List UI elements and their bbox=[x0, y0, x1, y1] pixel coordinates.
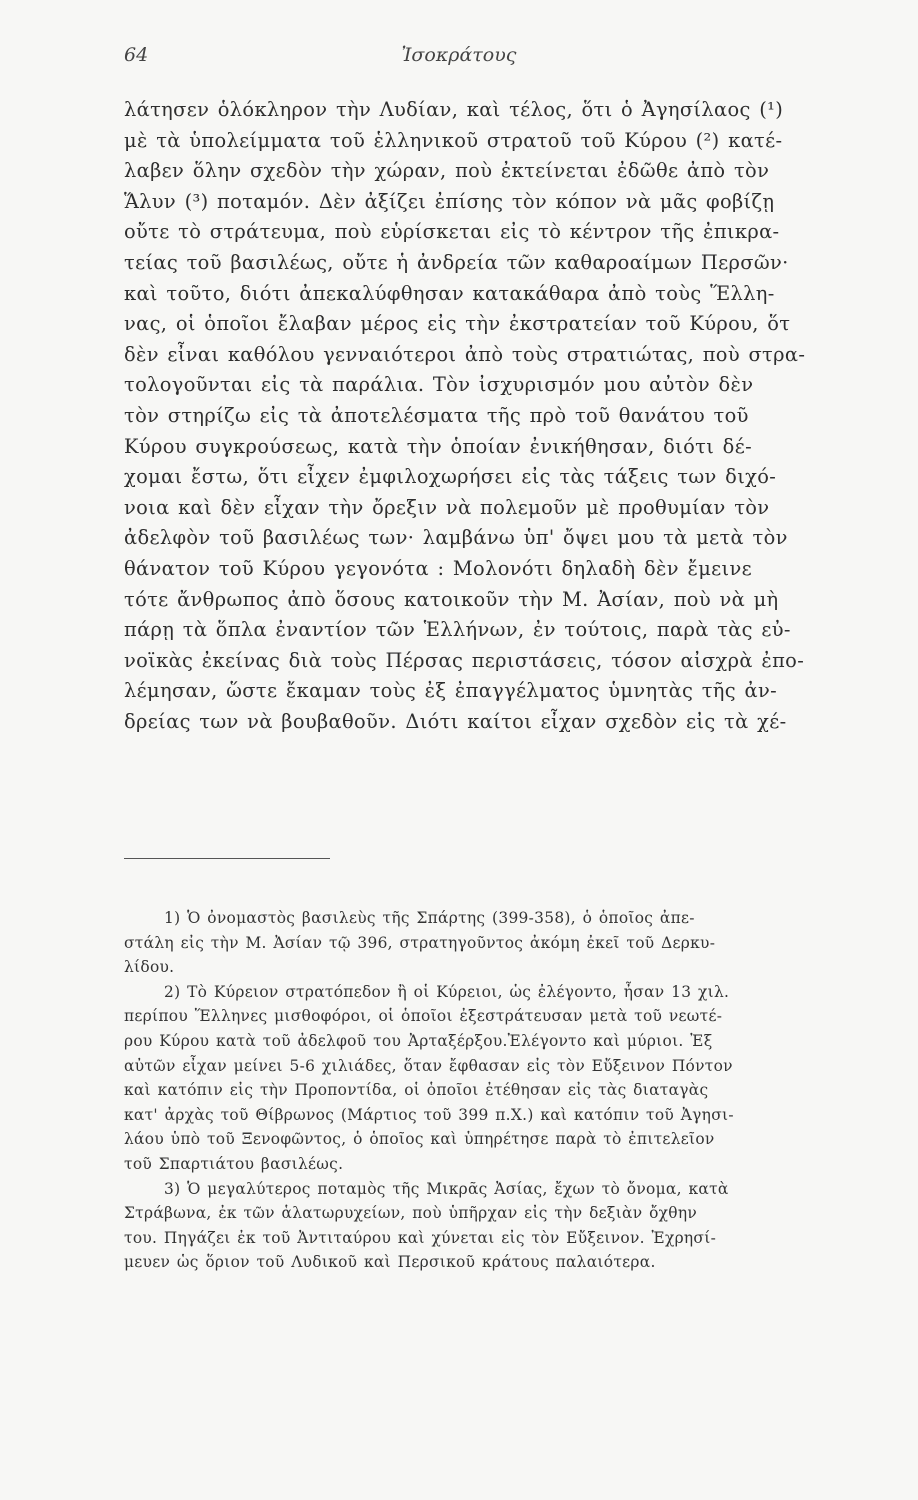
text-line: δρείας των νὰ βουβαθοῦν. Διότι καίτοι εἶχαν σχεδὸν εἰς τὰ χέ- bbox=[124, 709, 787, 733]
footnote-line: 3) Ὁ μεγαλύτερος ποταμὸς τῆς Μικρᾶς Ἀσίας, ἔχων τὸ ὄνομα, κατὰ bbox=[164, 1179, 729, 1198]
footnote-line: τοῦ Σπαρτιάτου βασιλέως. bbox=[124, 1154, 344, 1173]
text-line: τείας τοῦ βασιλέως, οὔτε ἡ ἀνδρεία τῶν καθαροαίμων Περσῶν· bbox=[124, 250, 789, 274]
footnote-line: λάου ὑπὸ τοῦ Ξενοφῶντος, ὁ ὁποῖος καὶ ὑπηρέτησε παρὰ τὸ ἐπιτελεῖον bbox=[124, 1130, 715, 1149]
footnote-line: Στράβωνα, ἐκ τῶν ἁλατωρυχείων, ποὺ ὑπῆρχαν εἰς τὴν δεξιὰν ὄχθην bbox=[124, 1204, 698, 1223]
text-line: νας, οἱ ὁποῖοι ἔλαβαν μέρος εἰς τὴν ἐκστρατείαν τοῦ Κύρου, ὅτ bbox=[124, 312, 791, 336]
text-line: λάτησεν ὁλόκληρον τὴν Λυδίαν, καὶ τέλος, ὅτι ὁ Ἀγησίλαος (¹) bbox=[124, 98, 784, 121]
main-text bbox=[124, 95, 806, 737]
page-number: 64 bbox=[124, 44, 149, 66]
text-line: χομαι ἔστω, ὅτι εἶχεν ἐμφιλοχωρήσει εἰς τὰς τάξεις των διχό- bbox=[124, 465, 777, 489]
text-line: Κύρου συγκρούσεως, κατὰ τὴν ὁποίαν ἐνικήθησαν, διότι δέ- bbox=[124, 434, 752, 458]
text-line: νοια καὶ δὲν εἶχαν τὴν ὄρεξιν νὰ πολεμοῦν μὲ προθυμίαν τὸν bbox=[124, 495, 770, 519]
footnote-line: αὐτῶν εἶχαν μείνει 5-6 χιλιάδες, ὅταν ἔφθασαν εἰς τὸν Εὔξεινον Πόντον bbox=[124, 1056, 733, 1075]
text-line: λαβεν ὅλην σχεδὸν τὴν χώραν, ποὺ ἐκτείνεται ἐδῶθε ἀπὸ τὸν bbox=[124, 159, 770, 183]
footnote-line: λίδου. bbox=[124, 958, 175, 977]
text-line: τότε ἄνθρωπος ἀπὸ ὅσους κατοικοῦν τὴν Μ. Ἀσίαν, ποὺ νὰ μὴ bbox=[124, 587, 779, 611]
footnote-line: καὶ κατόπιν εἰς τὴν Προποντίδα, οἱ ὁποῖοι ἐτέθησαν εἰς τὰς διαταγὰς bbox=[124, 1081, 709, 1100]
text-line: δὲν εἶναι καθόλου γενναιότεροι ἀπὸ τοὺς στρατιώτας, ποὺ στρα- bbox=[124, 342, 806, 366]
footnote-line: του. Πηγάζει ἐκ τοῦ Ἀντιταύρου καὶ χύνεται εἰς τὸν Εὔξεινον. Ἐχρησί- bbox=[124, 1228, 717, 1247]
footnote-line: περίπου Ἕλληνες μισθοφόροι, οἱ ὁποῖοι ἐξεστράτευσαν μετὰ τοῦ νεωτέ- bbox=[124, 1007, 723, 1026]
page-header bbox=[124, 44, 794, 74]
footnote-line: κατ' ἀρχὰς τοῦ Θίβρωνος (Μάρτιος τοῦ 399 π.Χ.) καὶ κατόπιν τοῦ Ἀγησι- bbox=[124, 1105, 734, 1124]
footnotes bbox=[124, 906, 794, 1275]
text-line: ἀδελφὸν τοῦ βασιλέως των· λαμβάνω ὑπ' ὄψει μου τὰ μετὰ τὸν bbox=[124, 526, 788, 550]
footnote-line: 1) Ὁ ὀνομαστὸς βασιλεὺς τῆς Σπάρτης (399-358), ὁ ὁποῖος ἀπε- bbox=[164, 909, 695, 927]
running-title: Ἰσοκράτους bbox=[401, 44, 517, 66]
text-line: νοϊκὰς ἐκείνας διὰ τοὺς Πέρσας περιστάσεις, τόσον αἰσχρὰ ἐπο- bbox=[124, 648, 805, 672]
text-line: καὶ τοῦτο, διότι ἀπεκαλύφθησαν κατακάθαρα ἀπὸ τοὺς Ἕλλη- bbox=[124, 281, 775, 305]
footnote-line: στάλη εἰς τὴν Μ. Ἀσίαν τῷ 396, στρατηγοῦντος ἀκόμη ἐκεῖ τοῦ Δερκυ- bbox=[124, 933, 716, 952]
footnote-divider bbox=[124, 858, 330, 859]
text-line: πάρῃ τὰ ὅπλα ἐναντίον τῶν Ἑλλήνων, ἐν τούτοις, παρὰ τὰς εὐ- bbox=[124, 618, 791, 642]
text-line: Ἅλυν (³) ποταμόν. Δὲν ἀξίζει ἐπίσης τὸν κόπον νὰ μᾶς φοβίζῃ bbox=[124, 189, 775, 213]
footnote-line: μευεν ὡς ὅριον τοῦ Λυδικοῦ καὶ Περσικοῦ κράτους παλαιότερα. bbox=[124, 1253, 656, 1272]
footnote-line: 2) Τὸ Κύρειον στρατόπεδον ἢ οἱ Κύρειοι, ὡς ἐλέγοντο, ἦσαν 13 χιλ. bbox=[164, 982, 730, 1001]
text-line: θάνατον τοῦ Κύρου γεγονότα : Μολονότι δηλαδὴ δὲν ἔμεινε bbox=[124, 556, 753, 580]
text-line: λέμησαν, ὥστε ἔκαμαν τοὺς ἐξ ἐπαγγέλματος ὑμνητὰς τῆς ἀν- bbox=[124, 679, 777, 703]
text-line: τολογοῦνται εἰς τὰ παράλια. Τὸν ἰσχυρισμόν μου αὐτὸν δὲν bbox=[124, 373, 754, 397]
text-line: οὔτε τὸ στράτευμα, ποὺ εὑρίσκεται εἰς τὸ κέντρον τῆς ἐπικρα- bbox=[124, 220, 780, 244]
text-line: τὸν στηρίζω εἰς τὰ ἀποτελέσματα τῆς πρὸ τοῦ θανάτου τοῦ bbox=[124, 403, 749, 427]
footnote-line: ρου Κύρου κατὰ τοῦ ἀδελφοῦ του Ἀρταξέρξου.Ἐλέγοντο καὶ μύριοι. Ἐξ bbox=[124, 1031, 713, 1050]
text-line: μὲ τὰ ὑπολείμματα τοῦ ἑλληνικοῦ στρατοῦ τοῦ Κύρου (²) κατέ- bbox=[124, 128, 783, 152]
